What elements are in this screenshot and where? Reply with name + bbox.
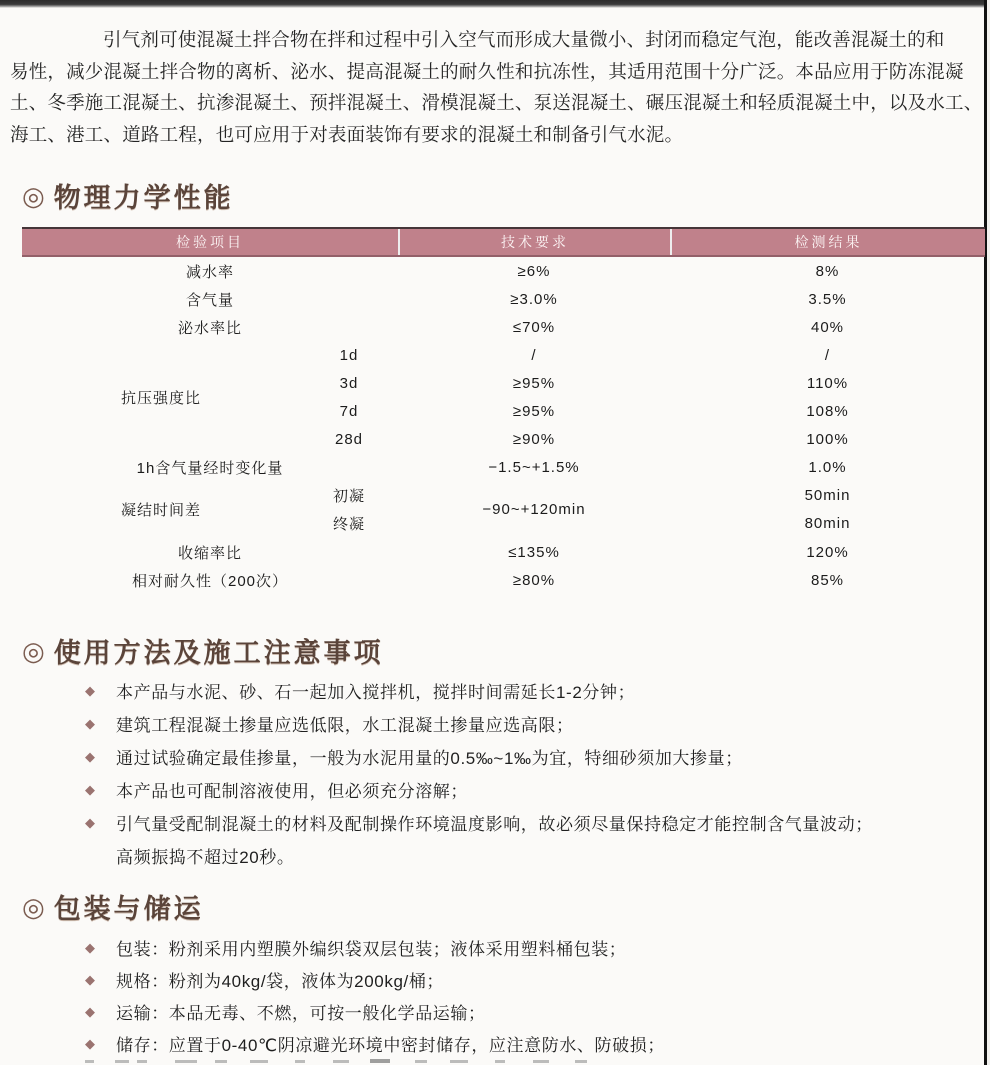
list-item bbox=[85, 707, 980, 740]
list-item bbox=[85, 995, 980, 1027]
cell-item: 1h含气量经时变化量 bbox=[136, 459, 284, 477]
table-row bbox=[22, 285, 985, 313]
diamond-bullet-icon: ◆ bbox=[85, 683, 95, 698]
diamond-bullet-icon: ◆ bbox=[85, 815, 95, 830]
cell-item: 收缩率比 bbox=[177, 544, 242, 562]
cell-requirement: ≥6% bbox=[517, 262, 551, 280]
cell-requirement: ≥3.0% bbox=[510, 290, 558, 308]
cell-requirement: / bbox=[531, 346, 537, 364]
intro-line: 易性，减少混凝土拌合物的离析、泌水、提高混凝土的耐久性和抗冻性，其适用范围十分广泛。本品应用于防冻混凝 bbox=[10, 60, 964, 82]
cell-result: 110% bbox=[806, 374, 849, 392]
cell-age: 28d bbox=[334, 430, 364, 448]
column-header-requirement: 技术要求 bbox=[398, 229, 670, 255]
cell-phase: 终凝 bbox=[332, 516, 365, 534]
requirement-subcolumn bbox=[398, 341, 670, 453]
list-item-continuation bbox=[85, 839, 980, 872]
cell-requirement: ≥80% bbox=[512, 571, 556, 589]
intro-line: 土、冬季施工混凝土、抗渗混凝土、预拌混凝土、滑模混凝土、泵送混凝土、碾压混凝土和轻质混凝土中，以及水工、 bbox=[10, 92, 983, 113]
section-title: 物理力学性能 bbox=[53, 183, 234, 213]
cell-result: 80min bbox=[804, 515, 851, 533]
diamond-bullet-icon: ◆ bbox=[85, 971, 95, 987]
list-item bbox=[85, 963, 980, 995]
cell-age: 3d bbox=[339, 374, 359, 392]
cell-requirement: ≤70% bbox=[512, 318, 556, 336]
table-row-air-content-change bbox=[22, 453, 985, 481]
section-marker-icon: ◎ bbox=[22, 635, 45, 666]
scan-top-edge-bar bbox=[0, 0, 990, 8]
list-item-text: 建筑工程混凝土掺量应选低限，水工混凝土掺量应选高限； bbox=[116, 716, 574, 735]
table-row bbox=[22, 538, 985, 566]
cell-result: 85% bbox=[810, 571, 845, 589]
cell-result: 40% bbox=[810, 318, 845, 336]
list-item-text: 本产品与水泥、砂、石一起加入搅拌机，搅拌时间需延长1-2分钟； bbox=[116, 683, 636, 702]
cell-result: 108% bbox=[806, 402, 849, 420]
physical-properties-table bbox=[22, 227, 985, 594]
list-item bbox=[85, 931, 980, 963]
table-row bbox=[22, 313, 985, 341]
column-header-result: 检测结果 bbox=[670, 229, 985, 255]
clipped-text-line bbox=[85, 1057, 605, 1065]
table-row-compressive-strength bbox=[22, 341, 985, 453]
list-item-text: 规格：粉剂为40kg/袋，液体为200kg/桶； bbox=[116, 971, 445, 991]
result-subcolumn bbox=[670, 341, 985, 453]
table-row bbox=[22, 566, 985, 594]
cell-item: 相对耐久性（200次） bbox=[131, 572, 289, 590]
cell-item: 减水率 bbox=[185, 263, 234, 281]
cell-item: 凝结时间差 bbox=[120, 502, 201, 519]
cell-result: 120% bbox=[806, 543, 849, 561]
table-row-setting-time bbox=[22, 481, 985, 538]
diamond-bullet-icon: ◆ bbox=[85, 716, 95, 731]
cell-result: / bbox=[824, 346, 831, 364]
intro-paragraph bbox=[10, 24, 984, 150]
section-title: 包装与储运 bbox=[53, 894, 204, 924]
intro-line: 引气剂可使混凝土拌合物在拌和过程中引入空气而形成大量微小、封闭而稳定气泡，能改善混凝土的和 bbox=[103, 29, 945, 50]
list-item bbox=[85, 806, 980, 839]
list-item-text: 运输：本品无毒、不燃，可按一般化学品运输； bbox=[116, 1003, 486, 1023]
usage-bullet-list bbox=[85, 674, 980, 872]
list-item bbox=[85, 773, 980, 806]
intro-line: 海工、港工、道路工程，也可应用于对表面装饰有要求的混凝土和制备引气水泥。 bbox=[10, 123, 684, 145]
diamond-bullet-icon: ◆ bbox=[85, 1003, 95, 1019]
list-item bbox=[85, 740, 980, 773]
cell-result: 8% bbox=[815, 262, 840, 280]
result-subcolumn bbox=[670, 481, 985, 538]
section-heading-physical-properties bbox=[22, 176, 234, 215]
list-item-text: 引气量受配制混凝土的材料及配制操作环境温度影响，故必须尽量保持稳定才能控制含气量波动； bbox=[116, 815, 873, 834]
table-body bbox=[22, 257, 985, 594]
cell-requirement: ≤135% bbox=[508, 543, 560, 561]
diamond-bullet-icon: ◆ bbox=[85, 749, 95, 764]
list-item-text: 高频振捣不超过20秒。 bbox=[116, 848, 295, 867]
cell-item: 泌水率比 bbox=[177, 319, 242, 337]
list-item-text: 包装：粉剂采用内塑膜外编织袋双层包装；液体采用塑料桶包装； bbox=[116, 939, 627, 959]
list-item bbox=[85, 1027, 980, 1059]
list-item-text: 本产品也可配制溶液使用，但必须充分溶解； bbox=[116, 782, 468, 801]
section-title: 使用方法及施工注意事项 bbox=[53, 638, 384, 668]
cell-result: 50min bbox=[804, 486, 851, 504]
cell-item: 含气量 bbox=[185, 291, 234, 309]
phase-subcolumn bbox=[300, 481, 398, 538]
packaging-bullet-list bbox=[85, 931, 980, 1059]
cell-result: 1.0% bbox=[808, 458, 847, 476]
cell-age: 7d bbox=[339, 402, 359, 420]
cell-result: 100% bbox=[806, 430, 849, 448]
cell-requirement: ≥95% bbox=[512, 402, 556, 420]
section-marker-icon: ◎ bbox=[22, 180, 45, 211]
section-heading-usage-notes bbox=[22, 631, 384, 670]
table-row bbox=[22, 257, 985, 285]
list-item-text: 通过试验确定最佳掺量，一般为水泥用量的0.5‰~1‰为宜，特细砂须加大掺量； bbox=[116, 749, 743, 768]
cell-age: 1d bbox=[339, 346, 359, 364]
diamond-bullet-icon: ◆ bbox=[85, 939, 95, 955]
list-item-text: 储存：应置于0-40℃阴凉避光环境中密封储存，应注意防水、防破损； bbox=[116, 1035, 665, 1055]
cell-requirement: −1.5~+1.5% bbox=[488, 458, 580, 476]
cell-item: 抗压强度比 bbox=[120, 389, 201, 407]
cell-requirement: ≥90% bbox=[512, 430, 556, 448]
list-item bbox=[85, 674, 980, 707]
diamond-bullet-icon: ◆ bbox=[85, 1035, 95, 1051]
column-header-item: 检验项目 bbox=[176, 234, 244, 250]
table-header-row bbox=[22, 227, 985, 257]
cell-requirement: ≥95% bbox=[512, 374, 556, 392]
diamond-bullet-icon: ◆ bbox=[85, 782, 95, 797]
section-marker-icon: ◎ bbox=[22, 891, 45, 922]
section-heading-packaging-storage bbox=[22, 887, 204, 926]
cell-result: 3.5% bbox=[808, 290, 847, 308]
age-subcolumn bbox=[300, 341, 398, 453]
cell-phase: 初凝 bbox=[332, 487, 365, 505]
cell-requirement: −90~+120min bbox=[482, 501, 586, 518]
